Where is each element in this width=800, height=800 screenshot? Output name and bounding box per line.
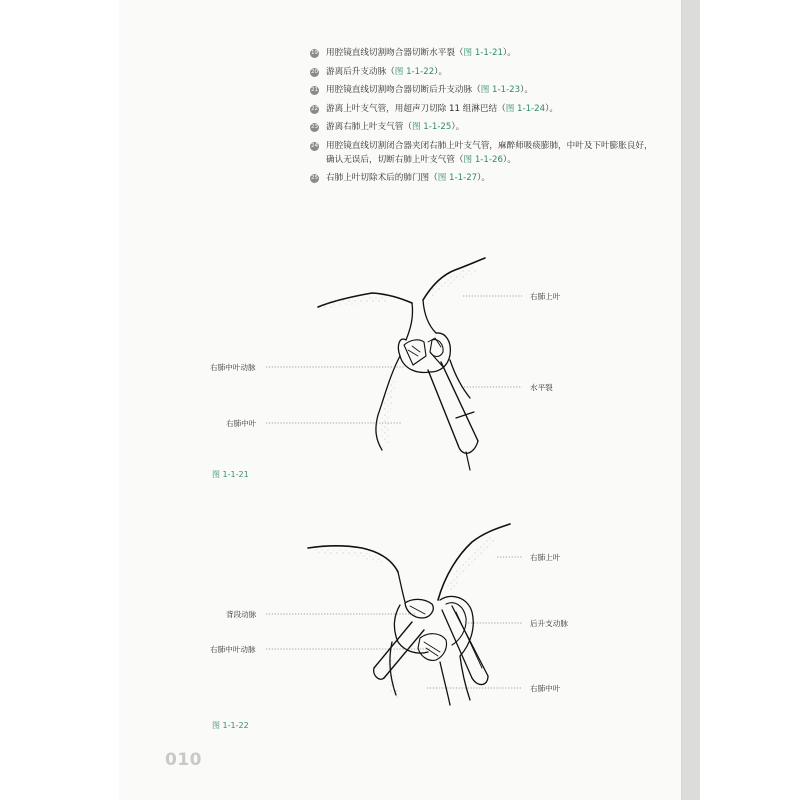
step-number-icon: 21 xyxy=(310,87,319,93)
figure-2-drawing xyxy=(308,524,510,705)
label-middle-lobe-artery: 右肺中叶动脉 xyxy=(210,645,256,654)
step-number-icon: 22 xyxy=(310,105,319,112)
step-number-icon: 23 xyxy=(310,124,319,130)
label-dorsal-segment-artery: 背段动脉 xyxy=(226,610,257,619)
step-number-icon: 24 xyxy=(310,142,319,149)
page-number: 010 xyxy=(165,750,202,770)
figure-ref-link[interactable]: 图 1-1-22 xyxy=(394,66,435,77)
figure-1-drawing xyxy=(318,258,485,470)
figure-ref-link[interactable]: 图 1-1-23 xyxy=(480,85,521,95)
figure-ref-link[interactable]: 图 1-1-21 xyxy=(463,48,503,58)
step-item: 25 右肺上叶切除术后的肺门图（图 1-1-27）。 xyxy=(310,173,491,183)
label-horizontal-fissure: 水平裂 xyxy=(530,383,553,392)
step-item: 24 用腔镜直线切割闭合器夹闭右肺上叶支气管，麻醉师吸痰膨肺，中叶及下叶膨胀良好，确认无误后，切断右肺上叶支气管（图 1-1-26）。 xyxy=(310,140,653,165)
figure-ref-link[interactable]: 图 1-1-27 xyxy=(437,173,478,183)
step-item: 19 用腔镜直线切割吻合器切断水平裂（图 1-1-21）。 xyxy=(310,48,516,58)
step-number-icon: 25 xyxy=(310,175,319,181)
step-item: 21 用腔镜直线切割吻合器切断后升支动脉（图 1-1-23）。 xyxy=(310,85,533,95)
step-number-icon: 20 xyxy=(310,68,319,75)
label-posterior-ascending-artery: 后升支动脉 xyxy=(530,619,568,628)
figure-ref-link[interactable]: 图 1-1-25 xyxy=(411,122,452,132)
label-upper-lobe: 右肺上叶 xyxy=(530,292,561,301)
figure-ref-link[interactable]: 图 1-1-24 xyxy=(505,103,546,114)
label-middle-lobe-artery: 右肺中叶动脉 xyxy=(210,363,256,372)
figure-ref-link[interactable]: 图 1-1-26 xyxy=(463,154,503,165)
label-upper-lobe: 右肺上叶 xyxy=(530,553,561,562)
step-item: 23 游离右肺上叶支气管（图 1-1-25）。 xyxy=(310,122,465,132)
step-item: 20 游离后升支动脉（图 1-1-22）。 xyxy=(310,66,448,77)
step-item: 22 游离上叶支气管，用超声刀切除 11 组淋巴结（图 1-1-24）。 xyxy=(310,103,558,114)
step-number-icon: 19 xyxy=(310,50,319,56)
label-middle-lobe: 右肺中叶 xyxy=(530,684,561,693)
label-middle-lobe: 右肺中叶 xyxy=(226,419,257,428)
figure-caption: 图 1-1-21 xyxy=(212,470,249,479)
figure-caption: 图 1-1-22 xyxy=(212,721,249,730)
